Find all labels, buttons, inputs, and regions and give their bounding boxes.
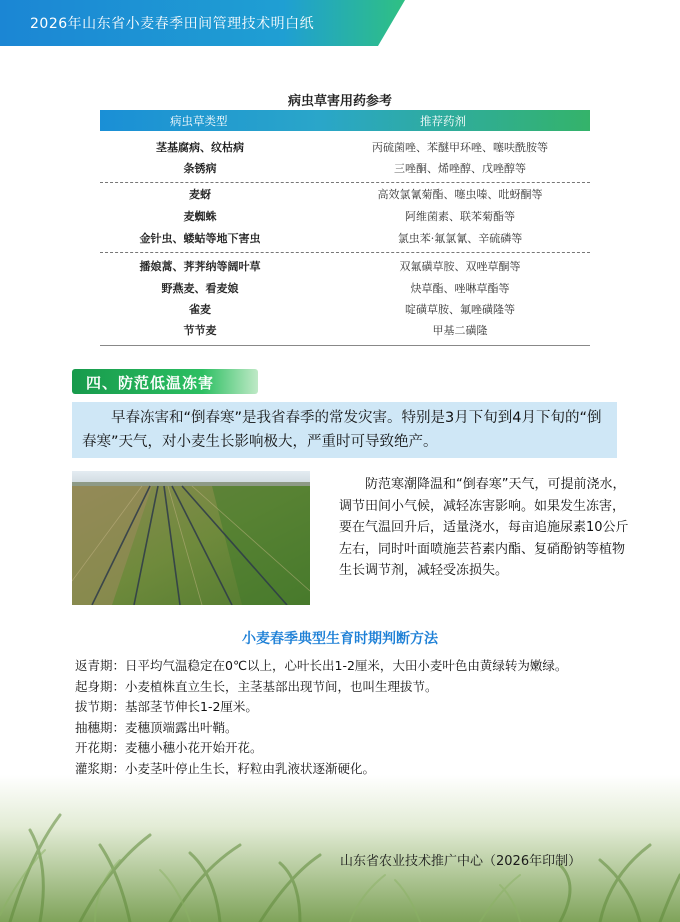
table-row	[100, 280, 590, 302]
stage-name: 拔节期：	[75, 699, 126, 714]
issuer-credit: 山东省农业技术推广中心（2026年印制）	[340, 854, 582, 869]
cell-agent: 氯虫苯·氟氯氰、辛硫磷等	[397, 232, 523, 245]
row-divider	[100, 182, 590, 183]
cell-type: 麦蚜	[189, 188, 211, 201]
section-heading-text: 四、防范低温冻害	[86, 374, 215, 392]
table-title: 病虫草害用药参考	[287, 94, 392, 109]
list-item	[75, 697, 665, 718]
row-divider	[100, 252, 590, 253]
stage-name: 起身期：	[75, 678, 126, 694]
cell-agent: 高效氯氰菊酯、噻虫嗪、吡蚜酮等	[377, 188, 543, 201]
cell-type: 茎基腐病、纹枯病	[156, 141, 244, 154]
column-header-agent: 推荐药剂	[420, 114, 466, 128]
intro-text: 早春冻害和“倒春寒”是我省春季的常发灾害。特别是3月下旬到4月下旬的“倒春寒”天气，对小麦生长影响极大，严重时可导致绝产。	[82, 410, 602, 450]
list-item	[75, 718, 665, 739]
stage-desc: 小麦茎叶停止生长，籽粒由乳液状逐渐硬化。	[125, 760, 376, 776]
table-bottom-rule	[100, 345, 590, 346]
table-header	[100, 110, 590, 131]
column-header-type: 病虫草类型	[170, 114, 228, 128]
stage-desc: 麦穗顶端露出叶鞘。	[125, 719, 238, 735]
cell-type: 节节麦	[183, 324, 217, 337]
cell-type: 条锈病	[183, 162, 217, 175]
frost-advice-text: 防范寒潮降温和“倒春寒”天气，可提前浇水，调节田间小气候，减轻冻害影响。如果发生冻害，要在气温回升后，适量浇水，每亩追施尿素10公斤左右，同时叶面喷施芸苔素内酯、复硝酚钠等植物生长调节剂，减轻受冻损失。	[339, 477, 629, 578]
stage-desc: 基部茎节伸长1-2厘米。	[125, 699, 258, 714]
list-item	[75, 738, 665, 759]
cell-type: 播娘蒿、荠荠纳等阔叶草	[139, 260, 261, 273]
cell-type: 麦蜘蛛	[183, 210, 217, 223]
table-row	[100, 322, 590, 344]
intro-callout	[72, 402, 617, 458]
stage-desc: 日平均气温稳定在0℃以上，心叶长出1-2厘米，大田小麦叶色由黄绿转为嫩绿。	[125, 658, 568, 673]
table-row	[100, 208, 590, 230]
cell-type: 金针虫、蝼蛄等地下害虫	[139, 232, 261, 245]
stage-name: 返青期：	[75, 658, 126, 673]
table-row	[100, 139, 590, 161]
cell-agent: 甲基二磺隆	[432, 324, 488, 337]
stage-desc: 麦穗小穗小花开始开花。	[125, 740, 263, 755]
stage-desc: 小麦植株直立生长，主茎基部出现节间，也叫生理拔节。	[125, 678, 438, 694]
cell-agent: 双氟磺草胺、双唑草酮等	[399, 260, 521, 273]
stage-name: 灌浆期：	[75, 760, 126, 776]
document-title: 2026年山东省小麦春季田间管理技术明白纸	[30, 16, 315, 32]
list-item	[75, 677, 665, 698]
cell-agent: 三唑酮、烯唑醇、戊唑醇等	[394, 162, 526, 175]
cell-type: 野燕麦、看麦娘	[161, 282, 239, 295]
cell-type: 雀麦	[189, 303, 211, 316]
section-heading	[72, 369, 258, 394]
wheat-field-photo	[72, 471, 310, 605]
cell-agent: 阿维菌素、联苯菊酯等	[405, 210, 515, 223]
cell-agent: 丙硫菌唑、苯醚甲环唑、噻呋酰胺等	[372, 141, 548, 154]
table-row	[100, 258, 590, 280]
wheat-background-image	[0, 775, 680, 922]
stage-name: 抽穗期：	[75, 719, 126, 735]
list-item	[75, 656, 665, 677]
table-row	[100, 301, 590, 323]
cell-agent: 炔草酯、唑啉草酯等	[410, 282, 510, 295]
cell-agent: 啶磺草胺、氟唑磺隆等	[405, 303, 515, 316]
table-row	[100, 186, 590, 208]
table-row	[100, 230, 590, 252]
growth-stage-title: 小麦春季典型生育时期判断方法	[242, 631, 438, 647]
stage-name: 开花期：	[75, 740, 126, 755]
table-row	[100, 160, 590, 182]
